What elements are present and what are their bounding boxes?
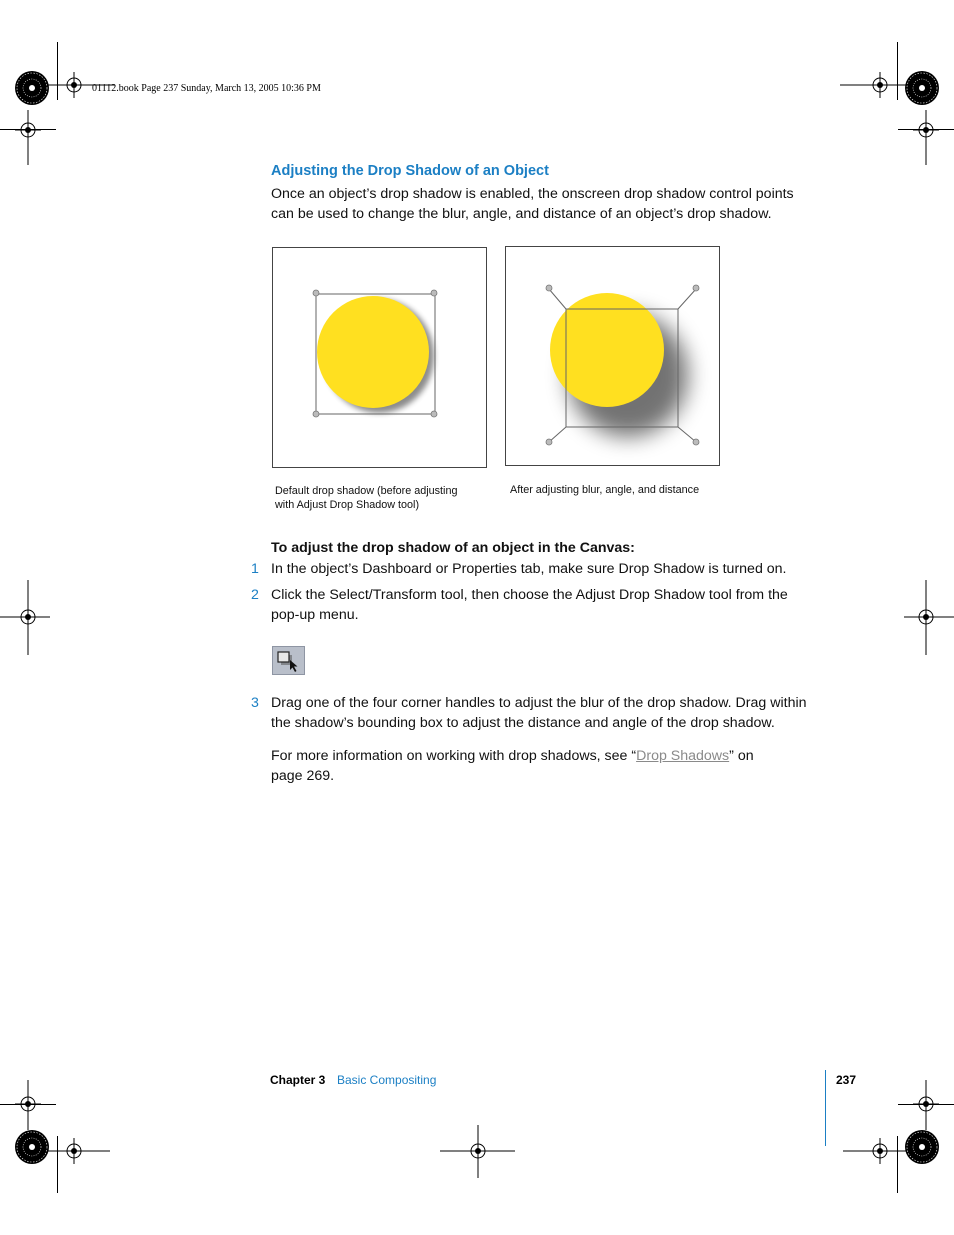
procedure-heading: To adjust the drop shadow of an object in the Canvas: — [271, 540, 635, 556]
step-number: 1 — [251, 561, 259, 577]
footer-chapter-title: Basic Compositing — [337, 1073, 437, 1087]
footer-divider — [825, 1070, 826, 1146]
figure-default-shadow — [272, 247, 487, 468]
step-text: Drag one of the four corner handles to adjust the blur of the drop shadow. Drag within the shadow’s bounding box to adjust the distance and angle of the drop shadow. — [271, 695, 807, 731]
step-number: 3 — [251, 695, 259, 711]
adjust-drop-shadow-tool-icon — [272, 646, 305, 675]
figure-caption-left: Default drop shadow (before adjusting with Adjust Drop Shadow tool) — [275, 485, 458, 511]
print-slug: 01112.book Page 237 Sunday, March 13, 2005 10:36 PM — [92, 83, 321, 94]
page-number: 237 — [836, 1073, 857, 1087]
drop-shadows-link[interactable]: Drop Shadows — [636, 748, 730, 764]
more-info-paragraph: For more information on working with drop shadows, see “Drop Shadows” on page 269. — [271, 748, 754, 784]
footer-chapter: Chapter 3 — [270, 1073, 326, 1087]
figure-adjusted-shadow — [505, 246, 720, 466]
intro-paragraph: Once an object’s drop shadow is enabled, the onscreen drop shadow control points can be used to change the blur, angle, and distance of an object’s drop shadow. — [271, 186, 794, 222]
step-text: Click the Select/Transform tool, then choose the Adjust Drop Shadow tool from the pop-up menu. — [271, 587, 788, 623]
step-number: 2 — [251, 587, 259, 603]
step-text: In the object’s Dashboard or Properties tab, make sure Drop Shadow is turned on. — [271, 561, 787, 577]
section-title: Adjusting the Drop Shadow of an Object — [271, 163, 549, 179]
figure-caption-right: After adjusting blur, angle, and distance — [510, 484, 700, 496]
yellow-circle — [550, 293, 664, 407]
yellow-circle — [317, 296, 429, 408]
